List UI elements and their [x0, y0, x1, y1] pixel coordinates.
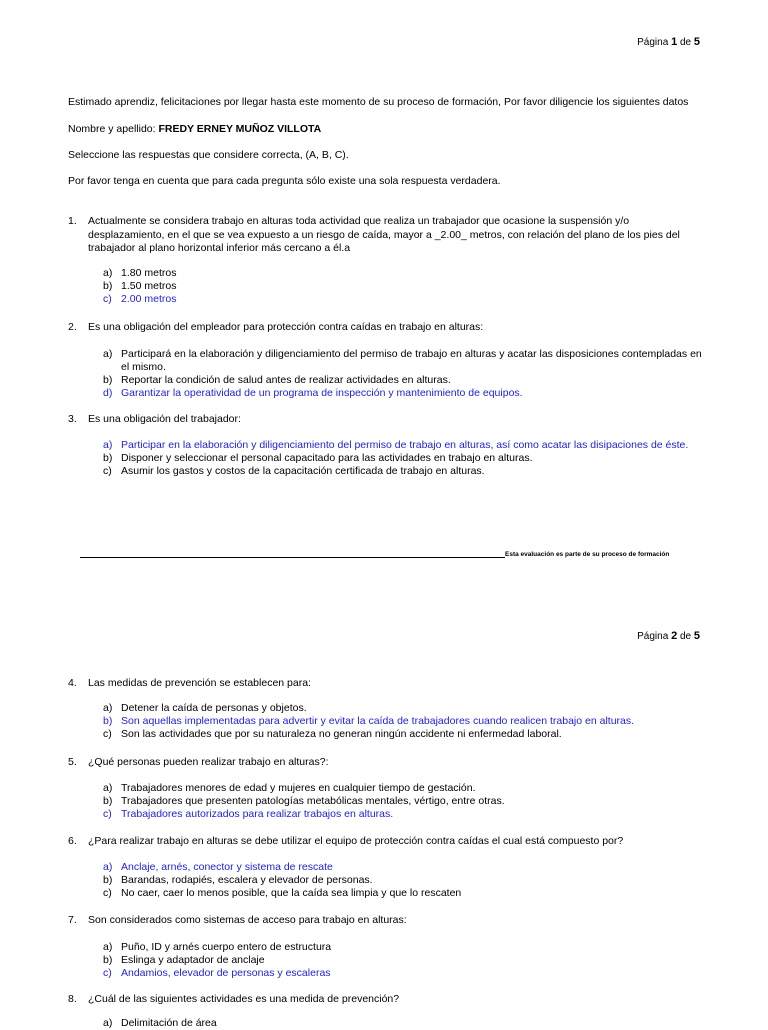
question-text: ¿Cuál de las siguientes actividades es una medida de prevención?	[88, 993, 400, 1005]
question-number: 5.	[68, 756, 77, 768]
options-3	[103, 439, 703, 478]
question-text: Las medidas de prevención se establecen para:	[88, 677, 311, 689]
question-8	[68, 993, 708, 1005]
page-total: 5	[693, 36, 700, 48]
question-text: Es una obligación del empleador para protección contra caídas en trabajo en alturas:	[88, 321, 484, 333]
page-number-1	[637, 36, 700, 48]
page-current: 1	[671, 36, 678, 48]
options-1	[103, 267, 703, 306]
question-text: ¿Qué personas pueden realizar trabajo en alturas?:	[88, 756, 329, 768]
option-a[interactable]: a) Delimitación de área	[103, 1017, 217, 1029]
intro-text: Estimado aprendiz, felicitaciones por llegar hasta este momento de su proceso de formación, Por favor diligencie los siguientes datos	[68, 96, 689, 108]
options-5	[103, 782, 703, 821]
select-instruction: Seleccione las respuestas que considere correcta, (A, B, C).	[68, 149, 349, 161]
question-5	[68, 756, 708, 768]
option-d-selected[interactable]: d) Garantizar la operatividad de un programa de inspección y mantenimiento de equipos.	[103, 387, 523, 399]
option-b[interactable]: b) Trabajadores que presenten patologías metabólicas mentales, vértigo, entre otras.	[103, 795, 505, 807]
question-7	[68, 914, 708, 926]
option-a[interactable]: a) Detener la caída de personas y objetos.	[103, 702, 307, 714]
question-number: 2.	[68, 321, 77, 333]
question-text: ¿Para realizar trabajo en alturas se debe utilizar el equipo de protección contra caídas el cual está compuesto por?	[88, 835, 624, 847]
option-a[interactable]: a) Participará en la elaboración y diligenciamiento del permiso de trabajo en alturas y acatar las disposiciones contempladas en el mismo.	[103, 348, 702, 373]
question-text: Es una obligación del trabajador:	[88, 413, 241, 425]
page-label: Página	[637, 631, 669, 642]
question-3	[68, 413, 708, 425]
page-of-label: de	[679, 631, 692, 642]
name-line	[68, 123, 708, 135]
page-of-label: de	[679, 37, 692, 48]
question-6	[68, 835, 708, 847]
option-c-selected[interactable]: c) Andamios, elevador de personas y escaleras	[103, 967, 331, 979]
page-number-2	[637, 630, 700, 642]
options-6	[103, 861, 703, 900]
options-2	[103, 348, 703, 400]
option-c[interactable]: c) No caer, caer lo menos posible, que la caída sea limpia y que lo rescaten	[103, 887, 462, 899]
question-number: 8.	[68, 993, 77, 1005]
name-value: FREDY ERNEY MUÑOZ VILLOTA	[158, 123, 322, 135]
question-number: 7.	[68, 914, 77, 926]
page-current: 2	[671, 630, 678, 642]
option-b[interactable]: b) Reportar la condición de salud antes de realizar actividades en alturas.	[103, 374, 451, 386]
question-number: 3.	[68, 413, 77, 425]
option-b[interactable]: b) Barandas, rodapiés, escalera y elevador de personas.	[103, 874, 373, 886]
option-a[interactable]: a) Puño, ID y arnés cuerpo entero de estructura	[103, 941, 332, 953]
option-b[interactable]: b) Disponer y seleccionar el personal capacitado para las actividades en trabajo en alturas.	[103, 452, 533, 464]
question-text: Son considerados como sistemas de acceso para trabajo en alturas:	[88, 914, 407, 926]
option-c-selected[interactable]: c) 2.00 metros	[103, 293, 177, 305]
question-number: 1.	[68, 215, 77, 227]
question-number: 4.	[68, 677, 77, 689]
options-4	[103, 702, 703, 741]
option-a[interactable]: a) 1.80 metros	[103, 267, 177, 279]
option-a[interactable]: a) Trabajadores menores de edad y mujeres en cualquier tiempo de gestación.	[103, 782, 476, 794]
option-c-selected[interactable]: c) Trabajadores autorizados para realizar trabajos en alturas.	[103, 808, 394, 820]
option-a-selected[interactable]: a) Participar en la elaboración y diligenciamiento del permiso de trabajo en alturas, así como acatar las disipaciones de éste.	[103, 439, 689, 451]
page-label: Página	[637, 37, 669, 48]
name-label: Nombre y apellido:	[68, 123, 156, 135]
question-4	[68, 677, 708, 689]
page-total: 5	[693, 630, 700, 642]
option-b[interactable]: b) Eslinga y adaptador de anclaje	[103, 954, 265, 966]
question-2	[68, 321, 708, 333]
option-b-selected[interactable]: b) Son aquellas implementadas para advertir y evitar la caída de trabajadores cuando realicen trabajo en alturas.	[103, 715, 635, 727]
options-7	[103, 941, 703, 980]
option-b[interactable]: b) 1.50 metros	[103, 280, 177, 292]
question-1	[68, 215, 708, 254]
footer-line	[80, 557, 505, 558]
option-c[interactable]: c) Son las actividades que por su naturaleza no generan ningún accidente ni enfermedad laboral.	[103, 728, 562, 740]
footer-text: Esta evaluación es parte de su proceso de formación	[505, 551, 670, 558]
option-c[interactable]: c) Asumir los gastos y costos de la capacitación certificada de trabajo en alturas.	[103, 465, 485, 477]
question-number: 6.	[68, 835, 77, 847]
question-text: Actualmente se considera trabajo en alturas toda actividad que realiza un trabajador que ocasione la suspensión y/o desplazamiento, en el que se vea expuesto a un riesgo de caída, mayor a _2.00_ metros, con relación del plano de los pies del trabajador al plano horizontal inferior más cercano a él.a	[88, 215, 680, 254]
option-a-selected[interactable]: a) Anclaje, arnés, conector y sistema de rescate	[103, 861, 333, 873]
single-answer-note: Por favor tenga en cuenta que para cada pregunta sólo existe una sola respuesta verdadera.	[68, 175, 501, 187]
